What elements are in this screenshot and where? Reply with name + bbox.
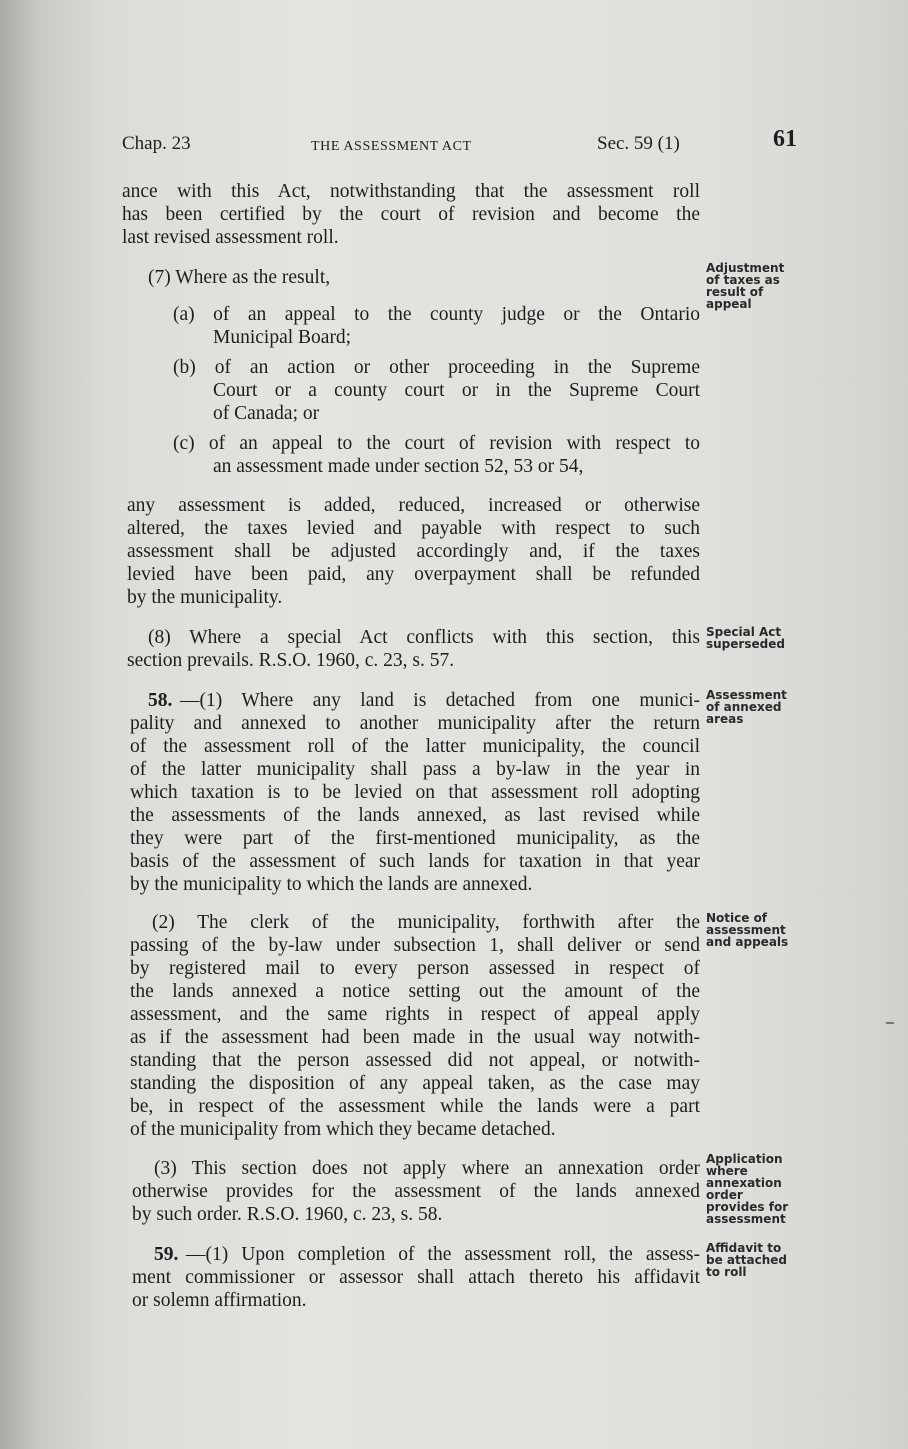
body-line: of the municipality from which they became detached.: [130, 1119, 556, 1140]
body-line: assessment shall be adjusted accordingly and, if the taxes: [127, 541, 700, 562]
section-number-58: 58.: [148, 690, 173, 711]
body-line: last revised assessment roll.: [122, 227, 339, 248]
body-line: of Canada; or: [213, 403, 320, 424]
body-line: pality and annexed to another municipality after the return: [130, 713, 700, 734]
body-line: basis of the assessment of such lands for taxation in that year: [130, 851, 700, 872]
body-line: by the municipality.: [127, 587, 283, 608]
body-line: —(1) Where any land is detached from one munici-: [180, 690, 700, 711]
body-line: altered, the taxes levied and payable with respect to such: [127, 518, 700, 539]
body-line: (a) of an appeal to the county judge or the Ontario: [173, 304, 700, 325]
body-line: the lands annexed a notice setting out the amount of the: [130, 981, 700, 1002]
body-line: standing the disposition of any appeal taken, as the case may: [130, 1073, 700, 1094]
body-line: of the assessment roll of the latter municipality, the council: [130, 736, 700, 757]
body-line: (b) of an action or other proceeding in the Supreme: [173, 357, 700, 378]
body-line: ment commissioner or assessor shall attach thereto his affidavit: [132, 1267, 700, 1288]
chapter-label: Chap. 23: [122, 133, 191, 154]
margin-note-special-act: Special Act superseded: [706, 625, 785, 651]
body-line: an assessment made under section 52, 53 or 54,: [213, 456, 584, 477]
margin-note-affidavit: Affidavit to be attached to roll: [706, 1241, 787, 1279]
margin-note-adjustment: Adjustment of taxes as result of appeal: [706, 261, 785, 311]
body-line: —(1) Upon completion of the assessment roll, the assess-: [186, 1244, 700, 1265]
body-line: be, in respect of the assessment while the lands were a part: [130, 1096, 700, 1117]
body-line: (8) Where a special Act conflicts with this section, this: [148, 627, 700, 648]
body-line: any assessment is added, reduced, increased or otherwise: [127, 495, 700, 516]
margin-note-notice: Notice of assessment and appeals: [706, 911, 789, 949]
body-line: ance with this Act, notwithstanding that the assessment roll: [122, 181, 700, 202]
body-line: by such order. R.S.O. 1960, c. 23, s. 58.: [132, 1204, 443, 1225]
margin-mark: [886, 1022, 894, 1024]
body-line: has been certified by the court of revision and become the: [122, 204, 700, 225]
body-line: Court or a county court or in the Supreme Court: [213, 380, 700, 401]
body-line: levied have been paid, any overpayment shall be refunded: [127, 564, 700, 585]
body-line: the assessments of the lands annexed, as last revised while: [130, 805, 700, 826]
body-line: (7) Where as the result,: [148, 267, 331, 288]
margin-note-application: Application where annexation order provides for assessment: [706, 1152, 789, 1226]
body-line: by registered mail to every person assessed in respect of: [130, 958, 700, 979]
body-line: section prevails. R.S.O. 1960, c. 23, s. 57.: [127, 650, 455, 671]
body-line: Municipal Board;: [213, 327, 352, 348]
section-number-59: 59.: [154, 1244, 179, 1265]
body-line: standing that the person assessed did not appeal, or notwith-: [130, 1050, 700, 1071]
body-line: which taxation is to be levied on that assessment roll adopting: [130, 782, 700, 803]
body-line: by the municipality to which the lands are annexed.: [130, 874, 533, 895]
body-line: (3) This section does not apply where an annexation order: [154, 1158, 700, 1179]
body-line: (2) The clerk of the municipality, forthwith after the: [152, 912, 700, 933]
body-line: (c) of an appeal to the court of revision with respect to: [173, 433, 700, 454]
body-line: as if the assessment had been made in the usual way notwith-: [130, 1027, 700, 1048]
body-line: otherwise provides for the assessment of the lands annexed: [132, 1181, 700, 1202]
body-line: assessment, and the same rights in respect of appeal apply: [130, 1004, 700, 1025]
running-title: THE ASSESSMENT ACT: [311, 139, 472, 154]
page-number: 61: [773, 126, 797, 152]
body-line: or solemn affirmation.: [132, 1290, 307, 1311]
section-label: Sec. 59 (1): [597, 133, 680, 154]
body-line: passing of the by-law under subsection 1, shall deliver or send: [130, 935, 700, 956]
margin-note-annexed-areas: Assessment of annexed areas: [706, 688, 787, 726]
body-line: of the latter municipality shall pass a by-law in the year in: [130, 759, 700, 780]
body-line: they were part of the first-mentioned municipality, as the: [130, 828, 700, 849]
